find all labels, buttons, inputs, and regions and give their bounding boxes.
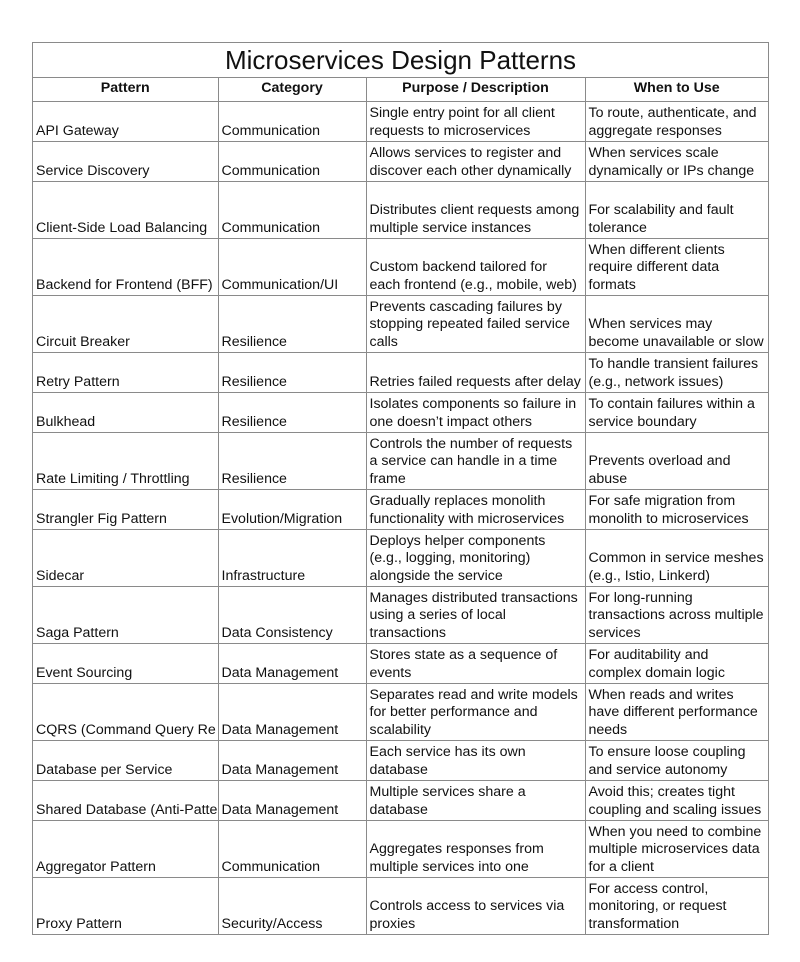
table-row: [33, 530, 768, 587]
table-row: [33, 490, 768, 530]
purpose-cell: Aggregates responses from multiple services into one: [366, 821, 585, 878]
table-row: [33, 102, 768, 142]
patterns-sheet: [32, 42, 769, 935]
when-cell: When services may become unavailable or slow: [585, 296, 768, 353]
purpose-cell: Gradually replaces monolith functionality with microservices: [366, 490, 585, 530]
when-cell: For access control, monitoring, or request transformation: [585, 878, 768, 935]
table-row: [33, 353, 768, 393]
table-row: [33, 433, 768, 490]
when-cell: To ensure loose coupling and service autonomy: [585, 741, 768, 781]
pattern-cell: Sidecar: [33, 530, 218, 587]
when-cell: When different clients require different data formats: [585, 239, 768, 296]
table-row: [33, 142, 768, 182]
table-row: [33, 296, 768, 353]
pattern-cell: Client-Side Load Balancing: [33, 182, 218, 239]
pattern-cell: Strangler Fig Pattern: [33, 490, 218, 530]
purpose-cell: Separates read and write models for better performance and scalability: [366, 684, 585, 741]
pattern-cell: Event Sourcing: [33, 644, 218, 684]
category-cell: Resilience: [218, 353, 366, 393]
purpose-cell: Custom backend tailored for each frontend (e.g., mobile, web): [366, 239, 585, 296]
when-cell: Avoid this; creates tight coupling and scaling issues: [585, 781, 768, 821]
table-row: [33, 878, 768, 935]
when-cell: To route, authenticate, and aggregate responses: [585, 102, 768, 142]
table-body: [33, 102, 768, 935]
purpose-cell: Distributes client requests among multiple service instances: [366, 182, 585, 239]
when-cell: To handle transient failures (e.g., network issues): [585, 353, 768, 393]
pattern-cell: Proxy Pattern: [33, 878, 218, 935]
purpose-cell: Retries failed requests after delay: [366, 353, 585, 393]
purpose-cell: Controls the number of requests a service can handle in a time frame: [366, 433, 585, 490]
header-row: [33, 78, 768, 102]
pattern-cell: Aggregator Pattern: [33, 821, 218, 878]
pattern-cell: Service Discovery: [33, 142, 218, 182]
purpose-cell: Multiple services share a database: [366, 781, 585, 821]
pattern-cell: Backend for Frontend (BFF): [33, 239, 218, 296]
category-cell: Data Management: [218, 684, 366, 741]
purpose-cell: Manages distributed transactions using a series of local transactions: [366, 587, 585, 644]
when-cell: Prevents overload and abuse: [585, 433, 768, 490]
table-row: [33, 781, 768, 821]
category-cell: Data Management: [218, 781, 366, 821]
category-cell: Data Management: [218, 741, 366, 781]
category-cell: Resilience: [218, 296, 366, 353]
pattern-cell: API Gateway: [33, 102, 218, 142]
category-cell: Communication: [218, 142, 366, 182]
pattern-cell: Rate Limiting / Throttling: [33, 433, 218, 490]
table-row: [33, 393, 768, 433]
sheet-title: Microservices Design Patterns: [33, 43, 768, 78]
pattern-cell: Circuit Breaker: [33, 296, 218, 353]
when-cell: For long-running transactions across multiple services: [585, 587, 768, 644]
when-cell: When reads and writes have different performance needs: [585, 684, 768, 741]
category-cell: Evolution/Migration: [218, 490, 366, 530]
purpose-cell: Deploys helper components (e.g., logging, monitoring) alongside the service: [366, 530, 585, 587]
purpose-cell: Isolates components so failure in one doesn’t impact others: [366, 393, 585, 433]
when-cell: When services scale dynamically or IPs change: [585, 142, 768, 182]
when-cell: For auditability and complex domain logic: [585, 644, 768, 684]
table-row: [33, 239, 768, 296]
when-cell: Common in service meshes (e.g., Istio, Linkerd): [585, 530, 768, 587]
category-cell: Communication/UI: [218, 239, 366, 296]
purpose-cell: Single entry point for all client requests to microservices: [366, 102, 585, 142]
category-cell: Resilience: [218, 393, 366, 433]
header-pattern: Pattern: [33, 78, 218, 102]
pattern-cell: Shared Database (Anti-Patte: [33, 781, 218, 821]
when-cell: When you need to combine multiple microservices data for a client: [585, 821, 768, 878]
when-cell: For safe migration from monolith to microservices: [585, 490, 768, 530]
category-cell: Communication: [218, 102, 366, 142]
purpose-cell: Stores state as a sequence of events: [366, 644, 585, 684]
category-cell: Security/Access: [218, 878, 366, 935]
category-cell: Communication: [218, 821, 366, 878]
pattern-cell: Retry Pattern: [33, 353, 218, 393]
category-cell: Data Consistency: [218, 587, 366, 644]
purpose-cell: Allows services to register and discover each other dynamically: [366, 142, 585, 182]
table-row: [33, 644, 768, 684]
pattern-cell: Saga Pattern: [33, 587, 218, 644]
purpose-cell: Controls access to services via proxies: [366, 878, 585, 935]
when-cell: To contain failures within a service boundary: [585, 393, 768, 433]
purpose-cell: Prevents cascading failures by stopping repeated failed service calls: [366, 296, 585, 353]
category-cell: Data Management: [218, 644, 366, 684]
pattern-cell: Bulkhead: [33, 393, 218, 433]
category-cell: Resilience: [218, 433, 366, 490]
category-cell: Infrastructure: [218, 530, 366, 587]
category-cell: Communication: [218, 182, 366, 239]
pattern-cell: CQRS (Command Query Re: [33, 684, 218, 741]
table-row: [33, 741, 768, 781]
table-row: [33, 821, 768, 878]
header-category: Category: [218, 78, 366, 102]
header-purpose: Purpose / Description: [366, 78, 585, 102]
table-row: [33, 684, 768, 741]
table-row: [33, 182, 768, 239]
table-row: [33, 587, 768, 644]
patterns-table: [33, 78, 768, 934]
when-cell: For scalability and fault tolerance: [585, 182, 768, 239]
pattern-cell: Database per Service: [33, 741, 218, 781]
header-when: When to Use: [585, 78, 768, 102]
purpose-cell: Each service has its own database: [366, 741, 585, 781]
